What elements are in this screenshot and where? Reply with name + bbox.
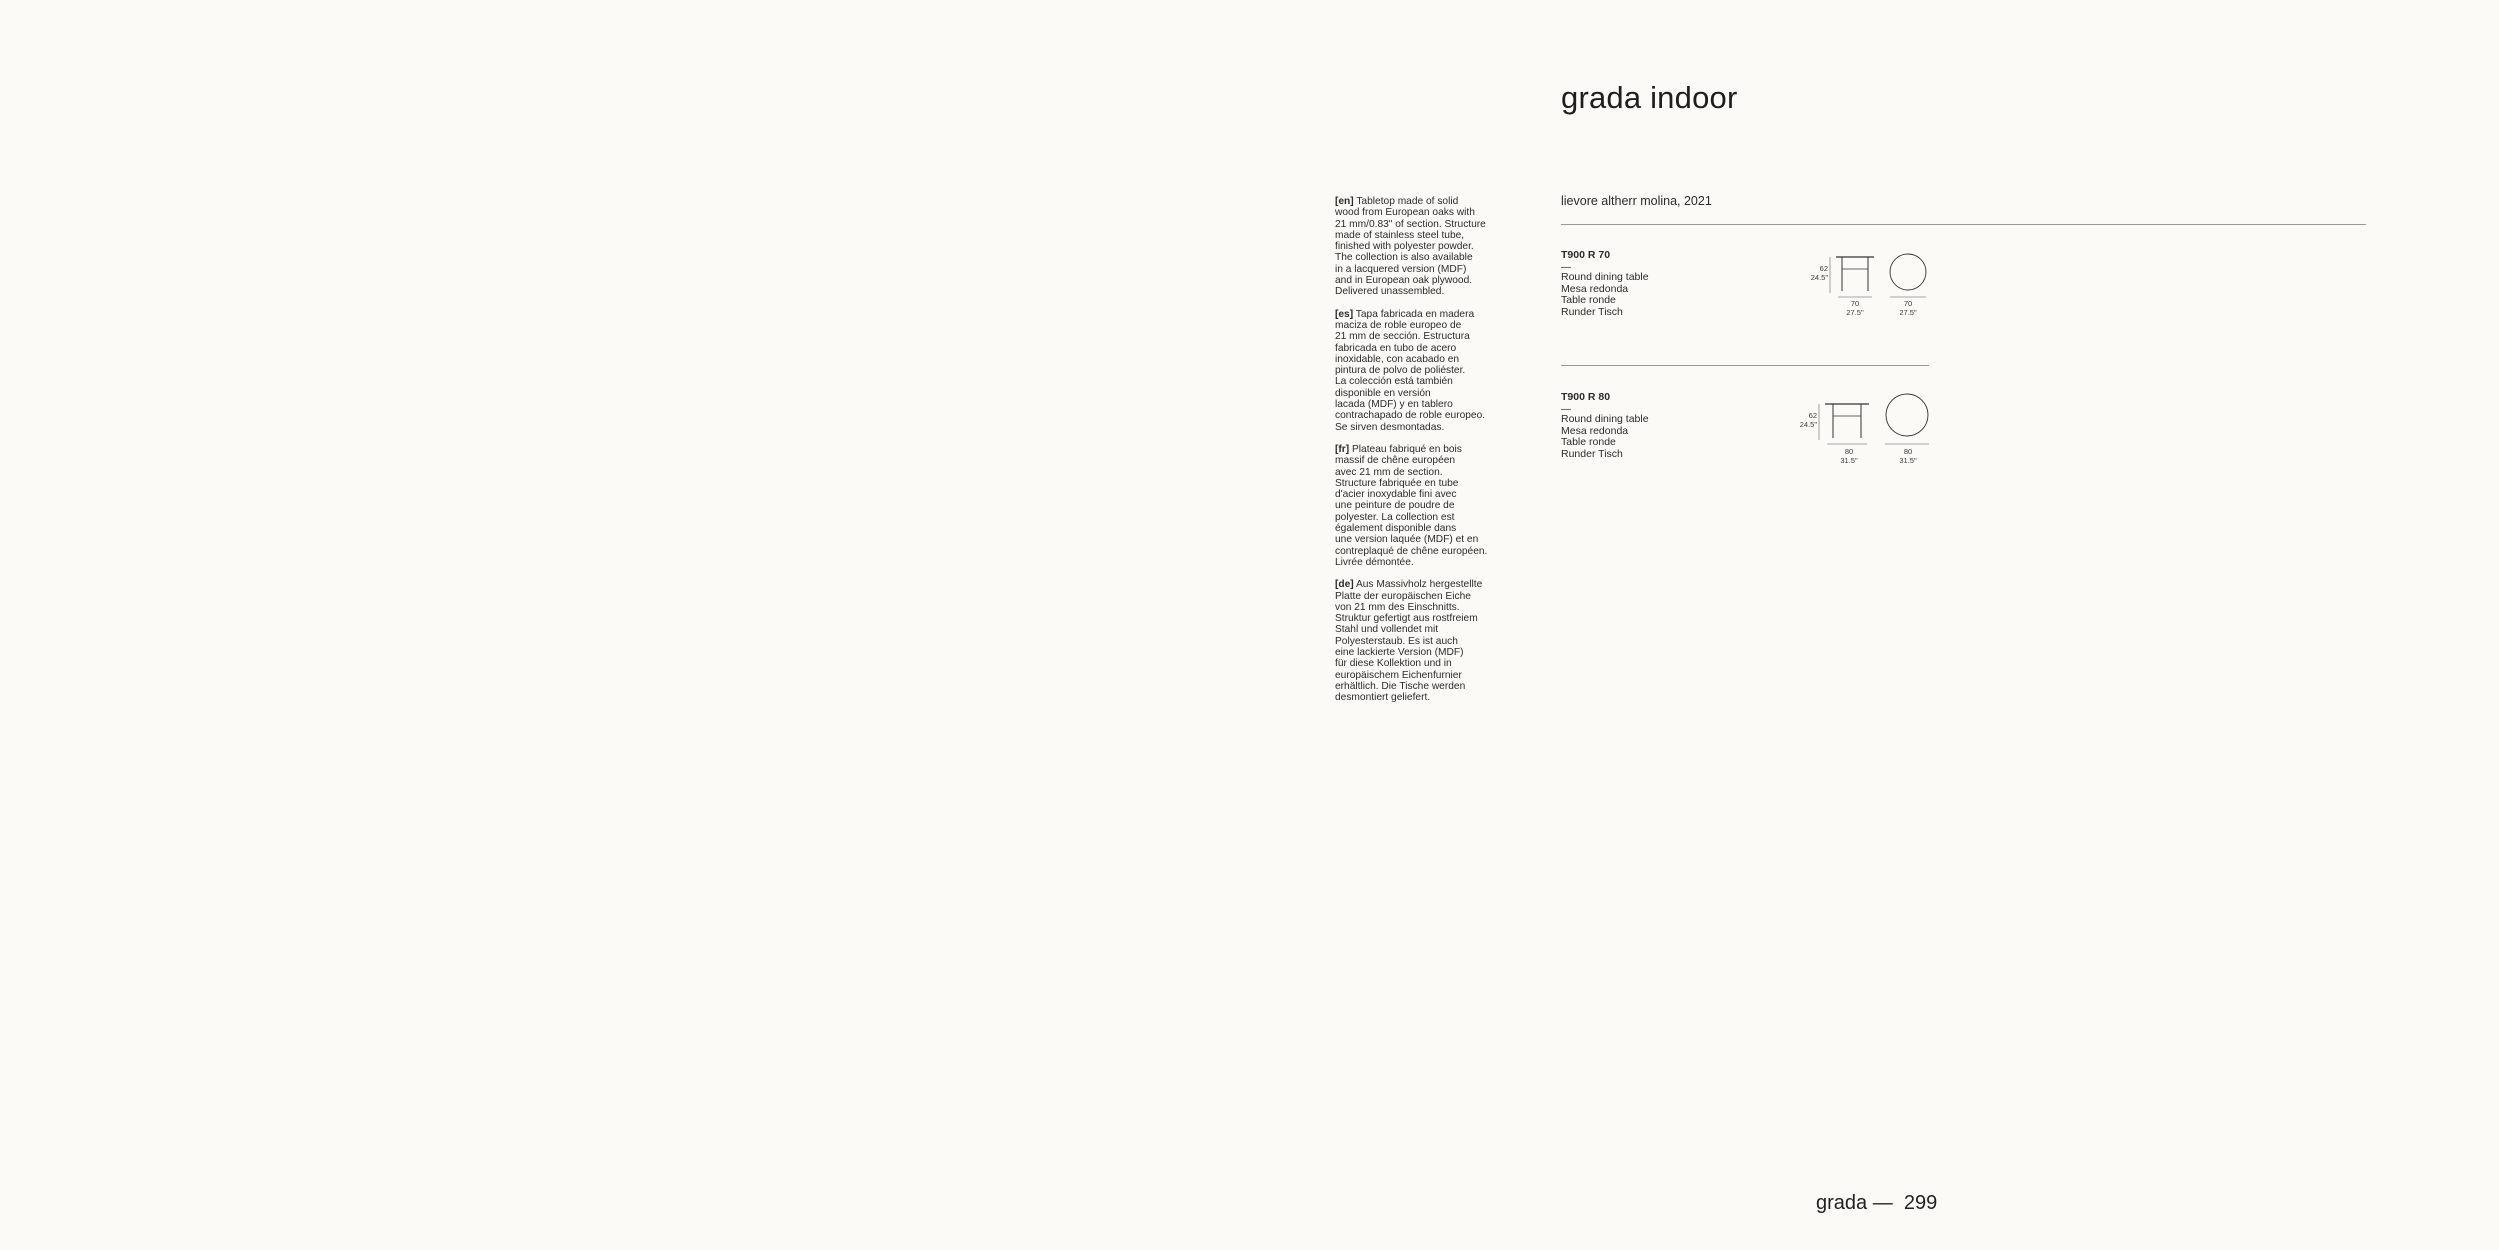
text-line: une peinture de poudre de (1335, 500, 1455, 512)
text-line: avec 21 mm de section. (1335, 466, 1443, 478)
text-line: finished with polyester powder. (1335, 241, 1474, 253)
text-line: Livrée démontée. (1335, 556, 1414, 568)
lang-tag-en: [en] (1335, 196, 1354, 207)
text-line: Delivered unassembled. (1335, 286, 1445, 298)
text-line: Se sirven desmontadas. (1335, 421, 1445, 433)
width-cm: 80 (1903, 447, 1913, 456)
text-line: Tabletop made of solid (1356, 196, 1459, 207)
description-fr (1335, 444, 1505, 568)
table-side-view-drawing (1830, 253, 1930, 303)
text-line: Plateau fabriqué en bois (1352, 443, 1462, 455)
text-line: and in European oak plywood. (1335, 275, 1473, 287)
text-line: erhältlich. Die Tische werden (1335, 680, 1466, 692)
description-de (1335, 579, 1505, 703)
side-width-dimension (1834, 448, 1864, 465)
product-t900-r70 (1561, 250, 1649, 318)
text-line: 21 mm/0.83" of section. Structure (1335, 218, 1486, 230)
text-line: disponible en versión (1335, 387, 1431, 399)
top-width-dimension (1893, 300, 1923, 317)
text-line: Platte der europäischen Eiche (1335, 590, 1471, 602)
text-line: Struktur gefertigt aus rostfreiem (1335, 613, 1478, 625)
text-line: von 21 mm des Einschnitts. (1335, 601, 1460, 613)
page-footer (1816, 1192, 1937, 1215)
text-line: La colección está también (1335, 376, 1453, 388)
text-line: in a lacquered version (MDF) (1335, 263, 1467, 275)
lang-tag-es: [es] (1335, 308, 1354, 320)
text-line: Tapa fabricada en madera (1355, 308, 1475, 320)
height-in: 24.5" (1810, 272, 1828, 282)
text-line: desmontiert geliefert. (1335, 692, 1431, 704)
text-line: The collection is also available (1335, 252, 1473, 264)
separator-dash: — (1561, 404, 1571, 416)
designer-credit: lievore altherr molina, 2021 (1561, 194, 1712, 208)
text-line: für diese Kollektion und in (1335, 658, 1452, 670)
table-side-view-drawing (1819, 394, 1934, 448)
product-divider (1561, 365, 1929, 366)
text-line: Stahl und vollendet mit (1335, 624, 1439, 636)
product-code: T900 R 70 (1561, 249, 1611, 261)
side-width-dimension (1840, 300, 1870, 317)
product-name-es: Mesa redonda (1561, 282, 1629, 295)
product-name-de: Runder Tisch (1561, 305, 1623, 318)
header-divider (1561, 224, 2366, 225)
width-cm: 70 (1903, 299, 1913, 308)
product-name-fr: Table ronde (1561, 294, 1616, 307)
page-number: 299 (1903, 1192, 1938, 1214)
footer-collection-name: grada — (1816, 1192, 1893, 1214)
text-line: une version laquée (MDF) et en (1335, 534, 1479, 546)
height-in: 24.5" (1799, 419, 1817, 429)
description-es (1335, 309, 1505, 433)
top-width-dimension (1893, 448, 1923, 465)
width-in: 31.5" (1840, 455, 1858, 465)
product-t900-r80 (1561, 392, 1649, 460)
text-line: wood from European oaks with (1335, 207, 1475, 219)
description-en (1335, 196, 1505, 298)
text-line: Aus Massivholz hergestellte (1355, 579, 1483, 591)
text-line: également disponible dans (1335, 523, 1457, 535)
height-cm: 62 (1819, 264, 1828, 273)
height-cm: 62 (1808, 411, 1817, 420)
height-dimension (1800, 265, 1828, 282)
text-line: contrachapado de roble europeo. (1335, 410, 1486, 422)
text-line: made of stainless steel tube, (1335, 229, 1465, 241)
width-in: 31.5" (1899, 455, 1917, 465)
product-name-es: Mesa redonda (1561, 424, 1629, 437)
text-line: contreplaqué de chêne européen. (1335, 545, 1488, 557)
product-name-fr: Table ronde (1561, 436, 1616, 449)
width-in: 27.5" (1899, 307, 1917, 317)
text-line: lacada (MDF) y en tablero (1335, 399, 1453, 411)
text-line: fabricada en tubo de acero (1335, 342, 1457, 354)
product-code: T900 R 80 (1561, 391, 1611, 403)
product-name-en: Round dining table (1561, 271, 1649, 284)
text-line: europäischem Eichenfurnier (1335, 669, 1462, 681)
text-line: Structure fabriquée en tube (1335, 477, 1459, 489)
product-description (1335, 196, 1505, 714)
lang-tag-fr: [fr] (1335, 443, 1350, 455)
text-line: massif de chêne européen (1335, 455, 1456, 467)
width-in: 27.5" (1846, 307, 1864, 317)
text-line: 21 mm de sección. Estructura (1335, 331, 1470, 343)
text-line: polyester. La collection est (1335, 511, 1455, 523)
page-title: grada indoor (1561, 80, 1738, 115)
text-line: d'acier inoxydable fini avec (1335, 489, 1457, 501)
text-line: inoxidable, con acabado en (1335, 353, 1460, 365)
product-name-en: Round dining table (1561, 413, 1649, 426)
text-line: maciza de roble europeo de (1335, 319, 1462, 331)
text-line: pintura de polvo de poliéster. (1335, 365, 1466, 377)
text-line: Polyesterstaub. Es ist auch (1335, 635, 1458, 647)
width-cm: 80 (1844, 447, 1854, 456)
height-dimension (1789, 412, 1817, 429)
separator-dash: — (1561, 262, 1571, 274)
width-cm: 70 (1850, 299, 1860, 308)
lang-tag-de: [de] (1335, 579, 1354, 591)
text-line: eine lackierte Version (MDF) (1335, 646, 1464, 658)
product-name-de: Runder Tisch (1561, 447, 1623, 460)
